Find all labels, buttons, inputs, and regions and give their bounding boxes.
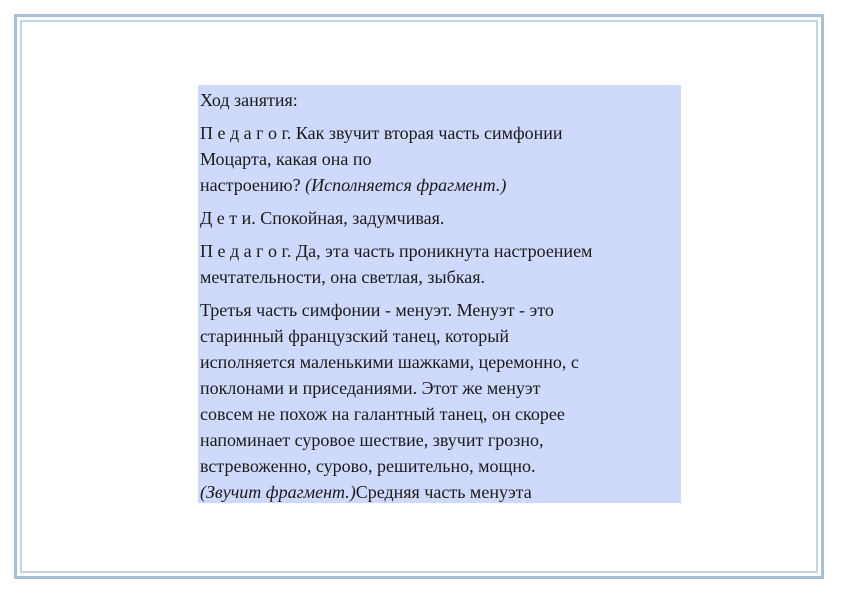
text-fragment: настроению? — [200, 175, 306, 195]
text-line — [200, 479, 679, 505]
minuet-description-paragraph — [200, 297, 679, 505]
text-line: поклонами и приседаниями. Этот же менуэт — [200, 378, 541, 398]
lesson-text-box — [198, 85, 681, 503]
text-line: напоминает суровое шествие, звучит грозно, — [200, 430, 544, 450]
text-line: исполняется маленькими шажками, церемонно, с — [200, 352, 579, 372]
text-line: Моцарта, какая она по — [200, 149, 372, 169]
text-line: Д е т и. Спокойная, задумчивая. — [200, 208, 445, 228]
lesson-heading — [200, 87, 679, 113]
heading-text: Ход занятия: — [200, 90, 298, 110]
teacher-question-paragraph — [200, 120, 679, 198]
text-line: П е д а г о г. Как звучит вторая часть симфонии — [200, 123, 563, 143]
text-fragment: Средняя часть менуэта — [355, 482, 532, 502]
children-answer-paragraph — [200, 205, 679, 231]
teacher-answer-paragraph — [200, 238, 679, 290]
text-line: старинный французский танец, который — [200, 326, 509, 346]
text-line — [200, 172, 679, 198]
text-line: мечтательности, она светлая, зыбкая. — [200, 267, 485, 287]
text-line: встревоженно, сурово, решительно, мощно. — [200, 456, 536, 476]
text-line: Третья часть симфонии - менуэт. Менуэт - это — [200, 300, 554, 320]
text-line: совсем не похож на галантный танец, он скорее — [200, 404, 565, 424]
text-line: П е д а г о г. Да, эта часть проникнута настроением — [200, 241, 593, 261]
stage-direction: (Исполняется фрагмент.) — [305, 175, 507, 195]
stage-direction: (Звучит фрагмент.) — [200, 482, 356, 502]
